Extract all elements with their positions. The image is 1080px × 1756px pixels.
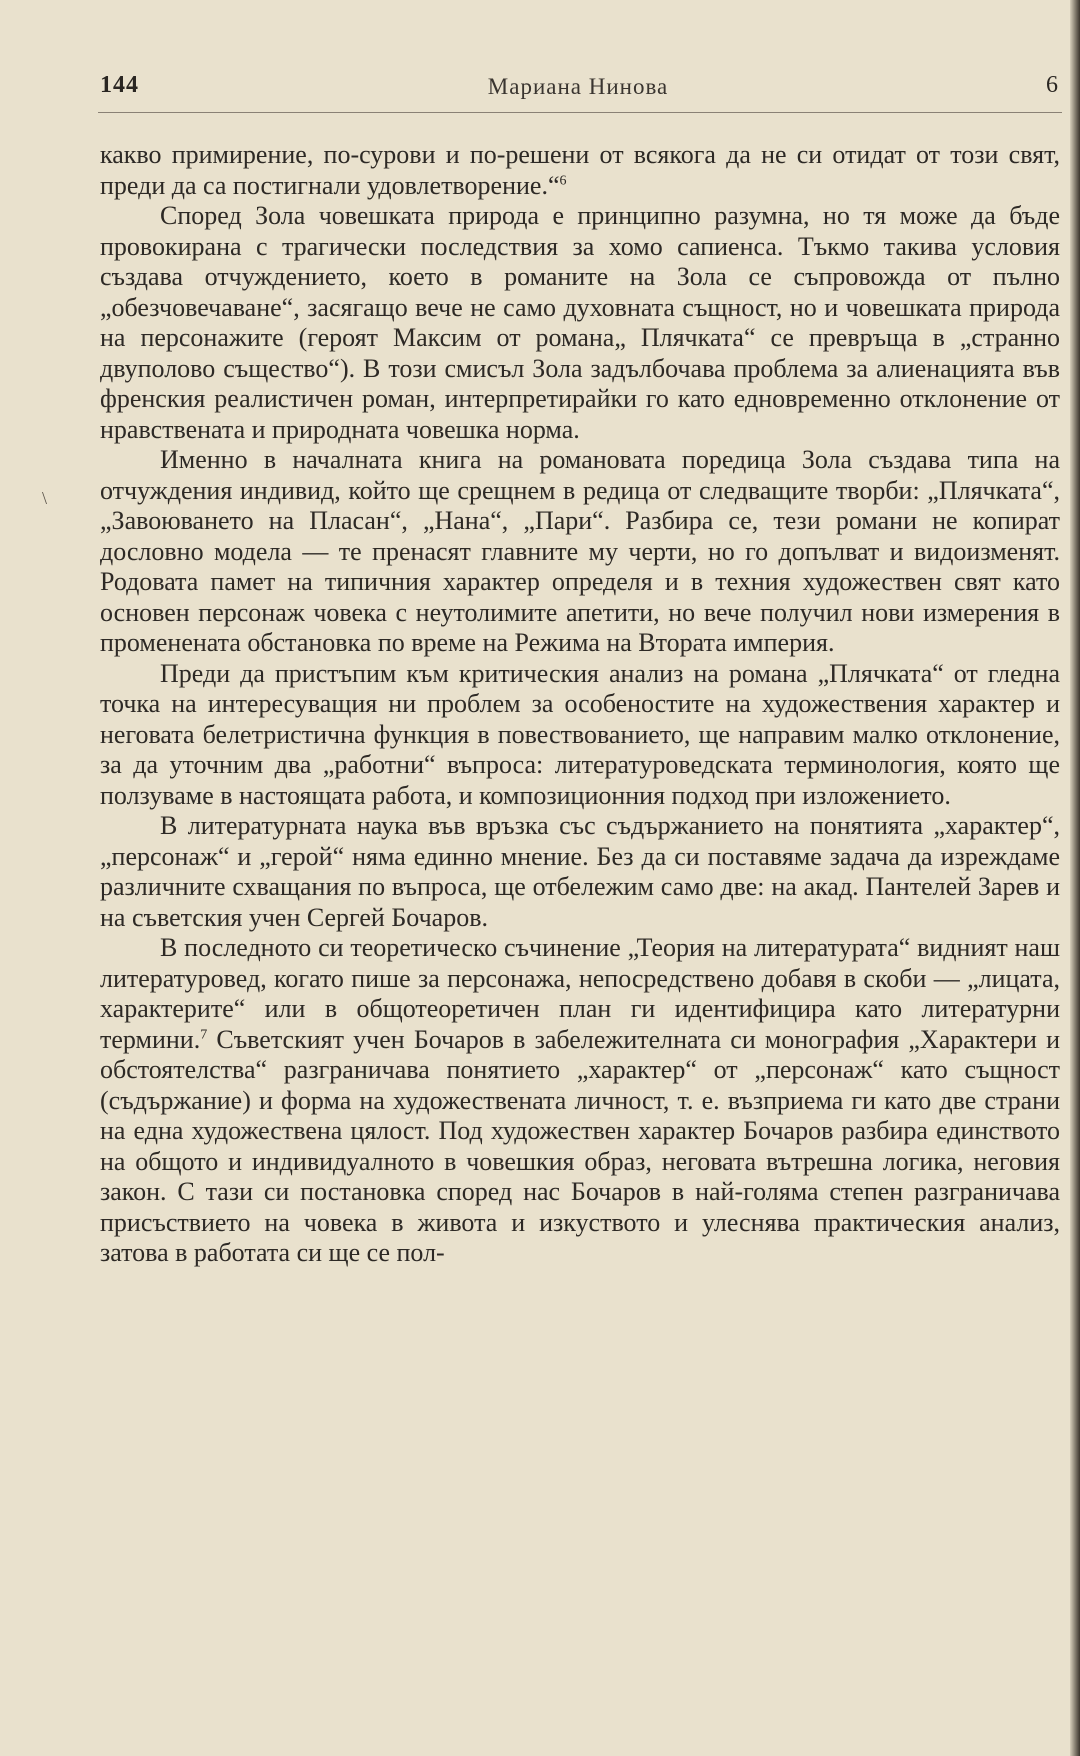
page-number: 144 xyxy=(100,72,139,98)
paragraph-2: Според Зола човешката природа е принципно разумна, но тя може да бъде провокирана с трагически последствия за хомо сапиенса. Тъкмо такива условия създава отчуждението, което в романите на Зола се съпровожда от пълно „обезчовечаване“, засягащо вече не само духовната същност, но и човешката природа на персонажите (героят Максим от романа„ Плячката“ се превръща в „странно двуполово същество“). В този смисъл Зола задълбочава проблема за алиенацията във френския реалистичен роман, интерпретирайки го като едновременно отклонение от нравствената и природната човешка норма. xyxy=(100,201,1060,444)
page-header xyxy=(98,68,1058,108)
paragraph-6: В последното си теоретическо съчинение „Теория на литературата“ видният наш литературовед, когато пише за персонажа, непосредствено добавя в скоби — „лицата, характерите“ или в общотеоретичен план ги идентифицира като литературни термини.$^7$ Съветският учен Бочаров в забележителната си монография „Характери и обстоятелства“ разграничава понятието „характер“ от „персонаж“ като същност (съдържание) и форма на художествената личност, т. е. възприема ги като две страни на една художествена цялост. Под художествен характер Бочаров разбира единството на общото и индивидуалното в човешкия образ, неговата вътрешна логика, неговия закон. С тази си постановка според нас Бочаров в най-голяма степен разграничава присъствието на човека в живота и изкуството и улеснява практическия анализ, затова в работата си ще се пол- xyxy=(100,933,1060,1267)
page-edge-shadow xyxy=(1070,0,1080,1756)
paragraph-4: Преди да пристъпим към критическия анализ на романа „Плячката“ от гледна точка на интересуващия ни проблем за особеностите на художествения характер и неговата белетристична функция в повествованието, ще направим малко отклонение, за да уточним два „работни“ въпроса: литературоведската терминология, която ще ползуваме в настоящата работа, и композиционния подход при изложението. xyxy=(100,658,1060,810)
margin-mark: \ xyxy=(42,488,48,508)
body-text xyxy=(100,140,1060,1269)
footnote-ref-6: 6 xyxy=(559,172,567,188)
paragraph-3: Именно в началната книга на романовата поредица Зола създава типа на отчуждения индивид, който ще срещнем в редица от следващите творби: „Плячката“, „Завоюването на Пласан“, „Нана“, „Пари“. Разбира се, тези романи не копират дословно модела — те пренасят главните му черти, но го допълват и видоизменят. Родовата памет на типичния характер определя и в техния художествен свят като основен персонаж човека с неутолимите апетити, но вече получил нови измерения в променената обстановка по време на Режима на Втората империя. xyxy=(100,445,1060,657)
corner-mark: 6 xyxy=(1046,72,1058,98)
header-rule xyxy=(98,112,1062,113)
footnote-ref-7: 7 xyxy=(200,1026,208,1042)
paragraph-1: какво примирение, по-сурови и по-решени от всякога да не си отидат от този свят, преди да са постигнали удовлетворение.“$^6$ xyxy=(100,140,1060,200)
paragraph-5: В литературната наука във връзка със съдържанието на понятията „характер“, „персонаж“ и „герой“ няма единно мнение. Без да си поставяме задача да изреждаме различните схващания по въпроса, ще отбележим само две: на акад. Пантелей Зарев и на съветския учен Сергей Бочаров. xyxy=(100,811,1060,932)
running-head: Мариана Нинова xyxy=(487,74,669,99)
